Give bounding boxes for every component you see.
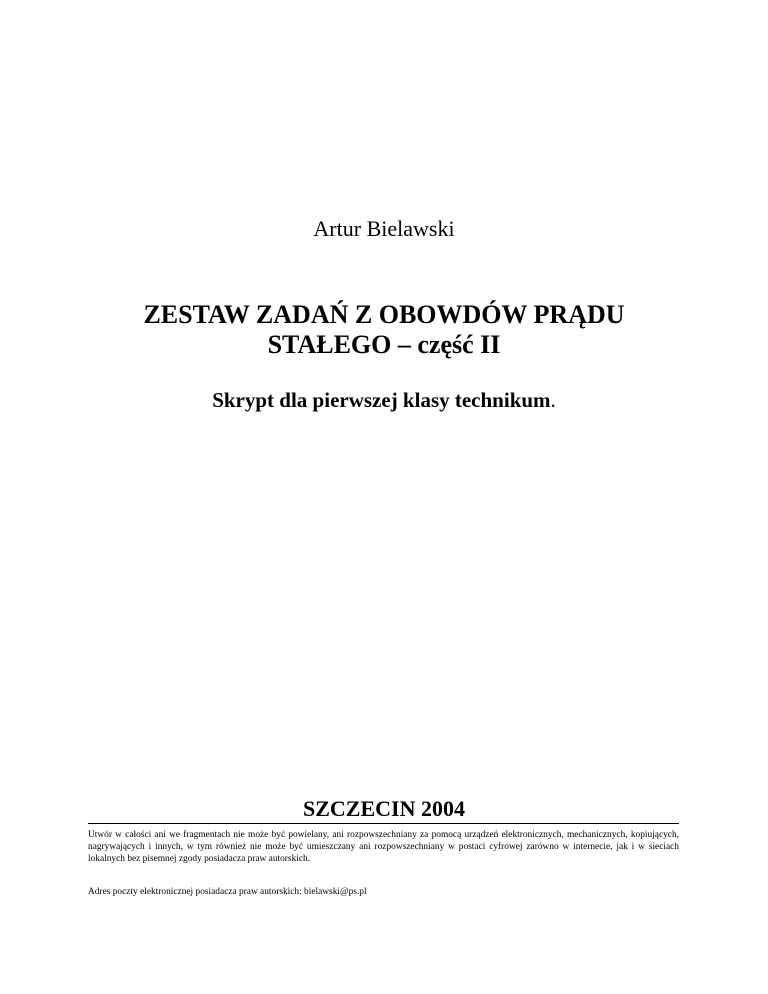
horizontal-rule: [88, 823, 679, 824]
subtitle-period: .: [550, 388, 556, 412]
document-title: [60, 300, 708, 360]
document-subtitle: [0, 388, 768, 413]
copyright-notice: Utwór w całości ani we fragmentach nie może być powielany, ani rozpowszechniany za pomocą urządzeń elektronicznych, mechanicznych, kopiujących, nagrywających i innych, w tym również nie może być umieszczany ani rozpowszechniany w postaci cyfrowej zarówno w internecie, jak i w sieciach lokalnych bez pisemnej zgody posiadacza praw autorskich.: [88, 830, 679, 864]
city-year: SZCZECIN 2004: [303, 796, 465, 821]
title-line-2: STAŁEGO – część II: [267, 330, 501, 359]
subtitle-text: Skrypt dla pierwszej klasy technikum: [212, 388, 551, 412]
author-name: Artur Bielawski: [313, 216, 455, 241]
contact-email-line: Adres poczty elektronicznej posiadacza praw autorskich: bielawski@ps.pl: [88, 887, 367, 897]
title-line-1: ZESTAW ZADAŃ Z OBOWDÓW PRĄDU: [143, 300, 625, 329]
